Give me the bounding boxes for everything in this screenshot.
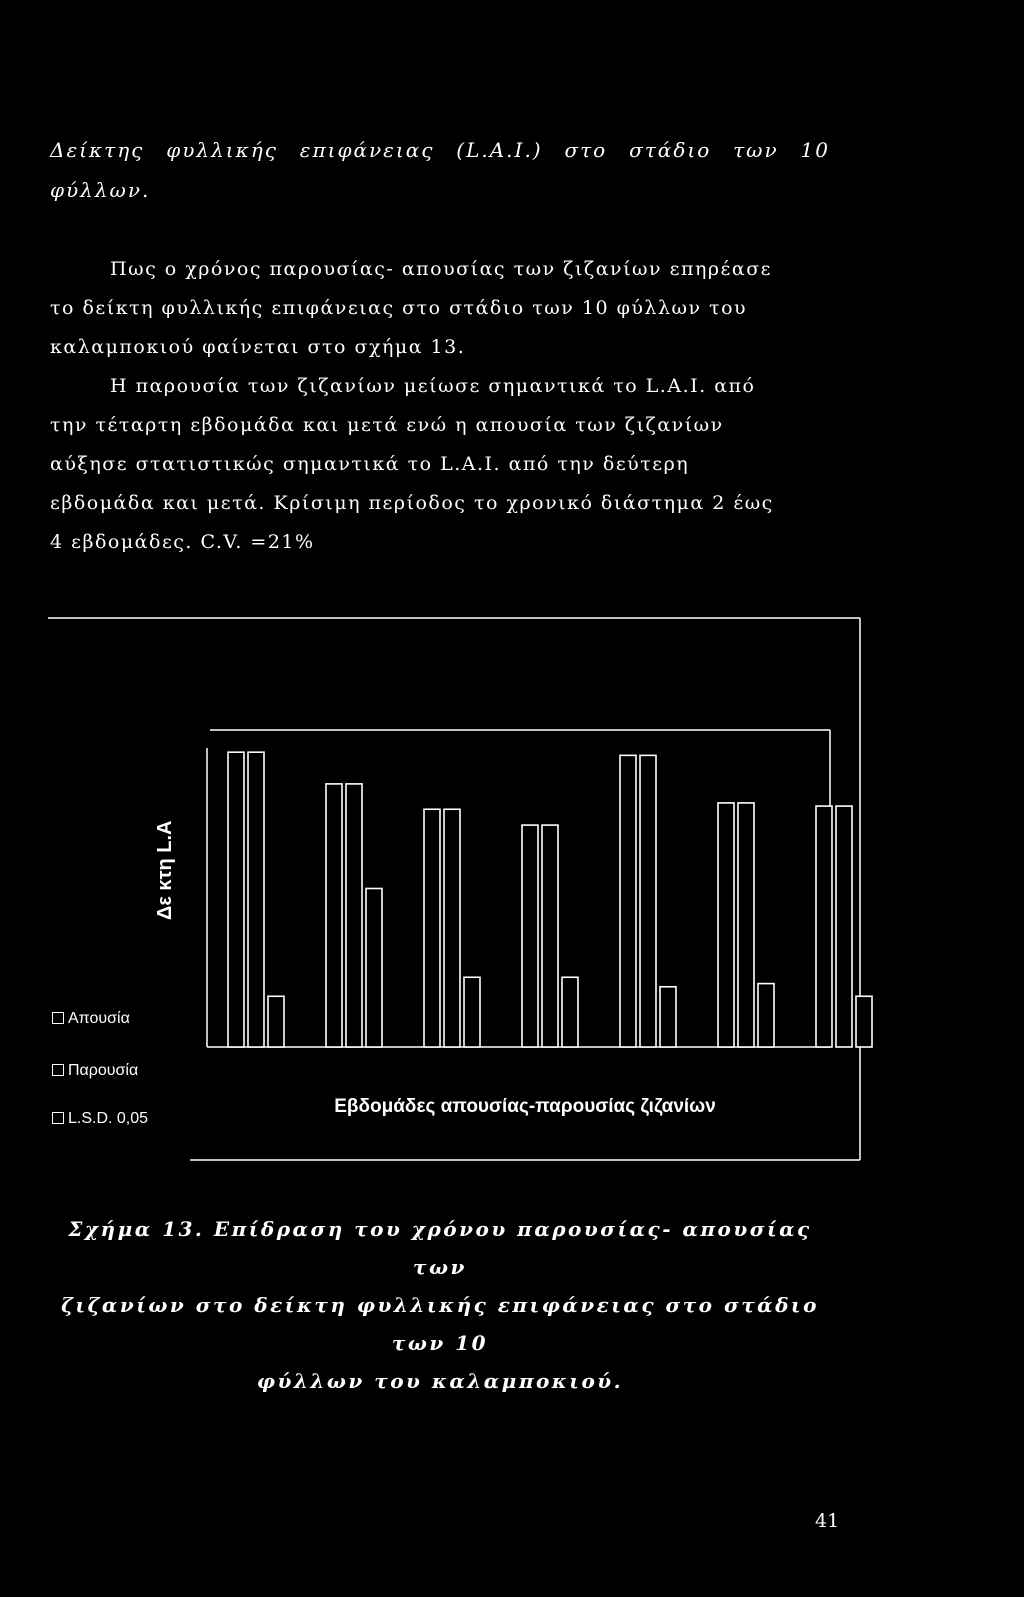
bar-presence — [248, 752, 264, 1047]
bar-lsd — [268, 996, 284, 1047]
y-axis-label: Δε κτη L.A — [154, 820, 176, 920]
heading-word: 10 — [800, 138, 830, 162]
bar-lsd — [660, 987, 676, 1047]
paragraph-2-line: την τέταρτη εβδομάδα και μετά ενώ η απουσία των ζιζανίων — [50, 414, 724, 436]
caption-line: φύλλων του καλαμποκιού. — [256, 1369, 624, 1393]
legend-swatch-icon — [52, 1064, 64, 1076]
bar-absence — [228, 752, 244, 1047]
bar-presence — [836, 806, 852, 1047]
legend-swatch-icon — [52, 1112, 64, 1124]
caption-line: Σχήμα 13. Επίδραση του χρόνου παρουσίας- απουσίας των — [68, 1217, 812, 1279]
heading-line-2: φύλλων. — [50, 178, 151, 202]
heading-word: (L.A.I.) — [456, 138, 543, 162]
bar-presence — [738, 803, 754, 1047]
x-axis-label: Εβδομάδες απουσίας-παρουσίας ζιζανίων — [334, 1096, 716, 1117]
bar-lsd — [366, 889, 382, 1048]
page-number: 41 — [815, 1510, 840, 1532]
bar-lsd — [562, 977, 578, 1047]
bar-presence — [640, 755, 656, 1047]
bar-presence — [346, 784, 362, 1047]
legend-item-presence: Παρουσία — [52, 1062, 138, 1080]
paragraph-1-line: καλαμποκιού φαίνεται στο σχήμα 13. — [50, 336, 466, 358]
paragraph-2-line: εβδομάδα και μετά. Κρίσιμη περίοδος το χρονικό διάστημα 2 έως — [50, 492, 774, 514]
bar-absence — [620, 755, 636, 1047]
heading-word: στο — [564, 138, 608, 162]
paragraph-2-line: 4 εβδομάδες. C.V. =21% — [50, 531, 315, 553]
caption-line: ζιζανίων στο δείκτη φυλλικής επιφάνειας στο στάδιο των 10 — [61, 1293, 819, 1355]
bar-lsd — [758, 984, 774, 1047]
paragraph-2-line: Η παρουσία των ζιζανίων μείωσε σημαντικά το L.A.I. από — [110, 375, 756, 397]
heading-word: φυλλικής — [166, 138, 278, 162]
legend-swatch-icon — [52, 1012, 64, 1024]
bar-lsd — [464, 977, 480, 1047]
paragraph-2-line: αύξησε στατιστικώς σημαντικά το L.A.I. από την δεύτερη — [50, 453, 690, 475]
heading-word: των — [733, 138, 779, 162]
bar-absence — [326, 784, 342, 1047]
heading-word: στάδιο — [629, 138, 712, 162]
bar-absence — [522, 825, 538, 1047]
bar-absence — [718, 803, 734, 1047]
figure-caption — [60, 1210, 820, 1400]
heading-word: Δείκτης — [50, 138, 145, 162]
heading-word: επιφάνειας — [299, 138, 435, 162]
legend-item-absence: Απουσία — [52, 1010, 130, 1028]
bar-presence — [444, 809, 460, 1047]
legend-item-lsd: L.S.D. 0,05 — [52, 1110, 148, 1128]
paragraph-1-line: Πως ο χρόνος παρουσίας- απουσίας των ζιζανίων επηρέασε — [110, 258, 773, 280]
bar-absence — [424, 809, 440, 1047]
paragraph-1-line: το δείκτη φυλλικής επιφάνειας στο στάδιο των 10 φύλλων του — [50, 297, 748, 319]
bar-lsd — [856, 996, 872, 1047]
bar-absence — [816, 806, 832, 1047]
bar-presence — [542, 825, 558, 1047]
